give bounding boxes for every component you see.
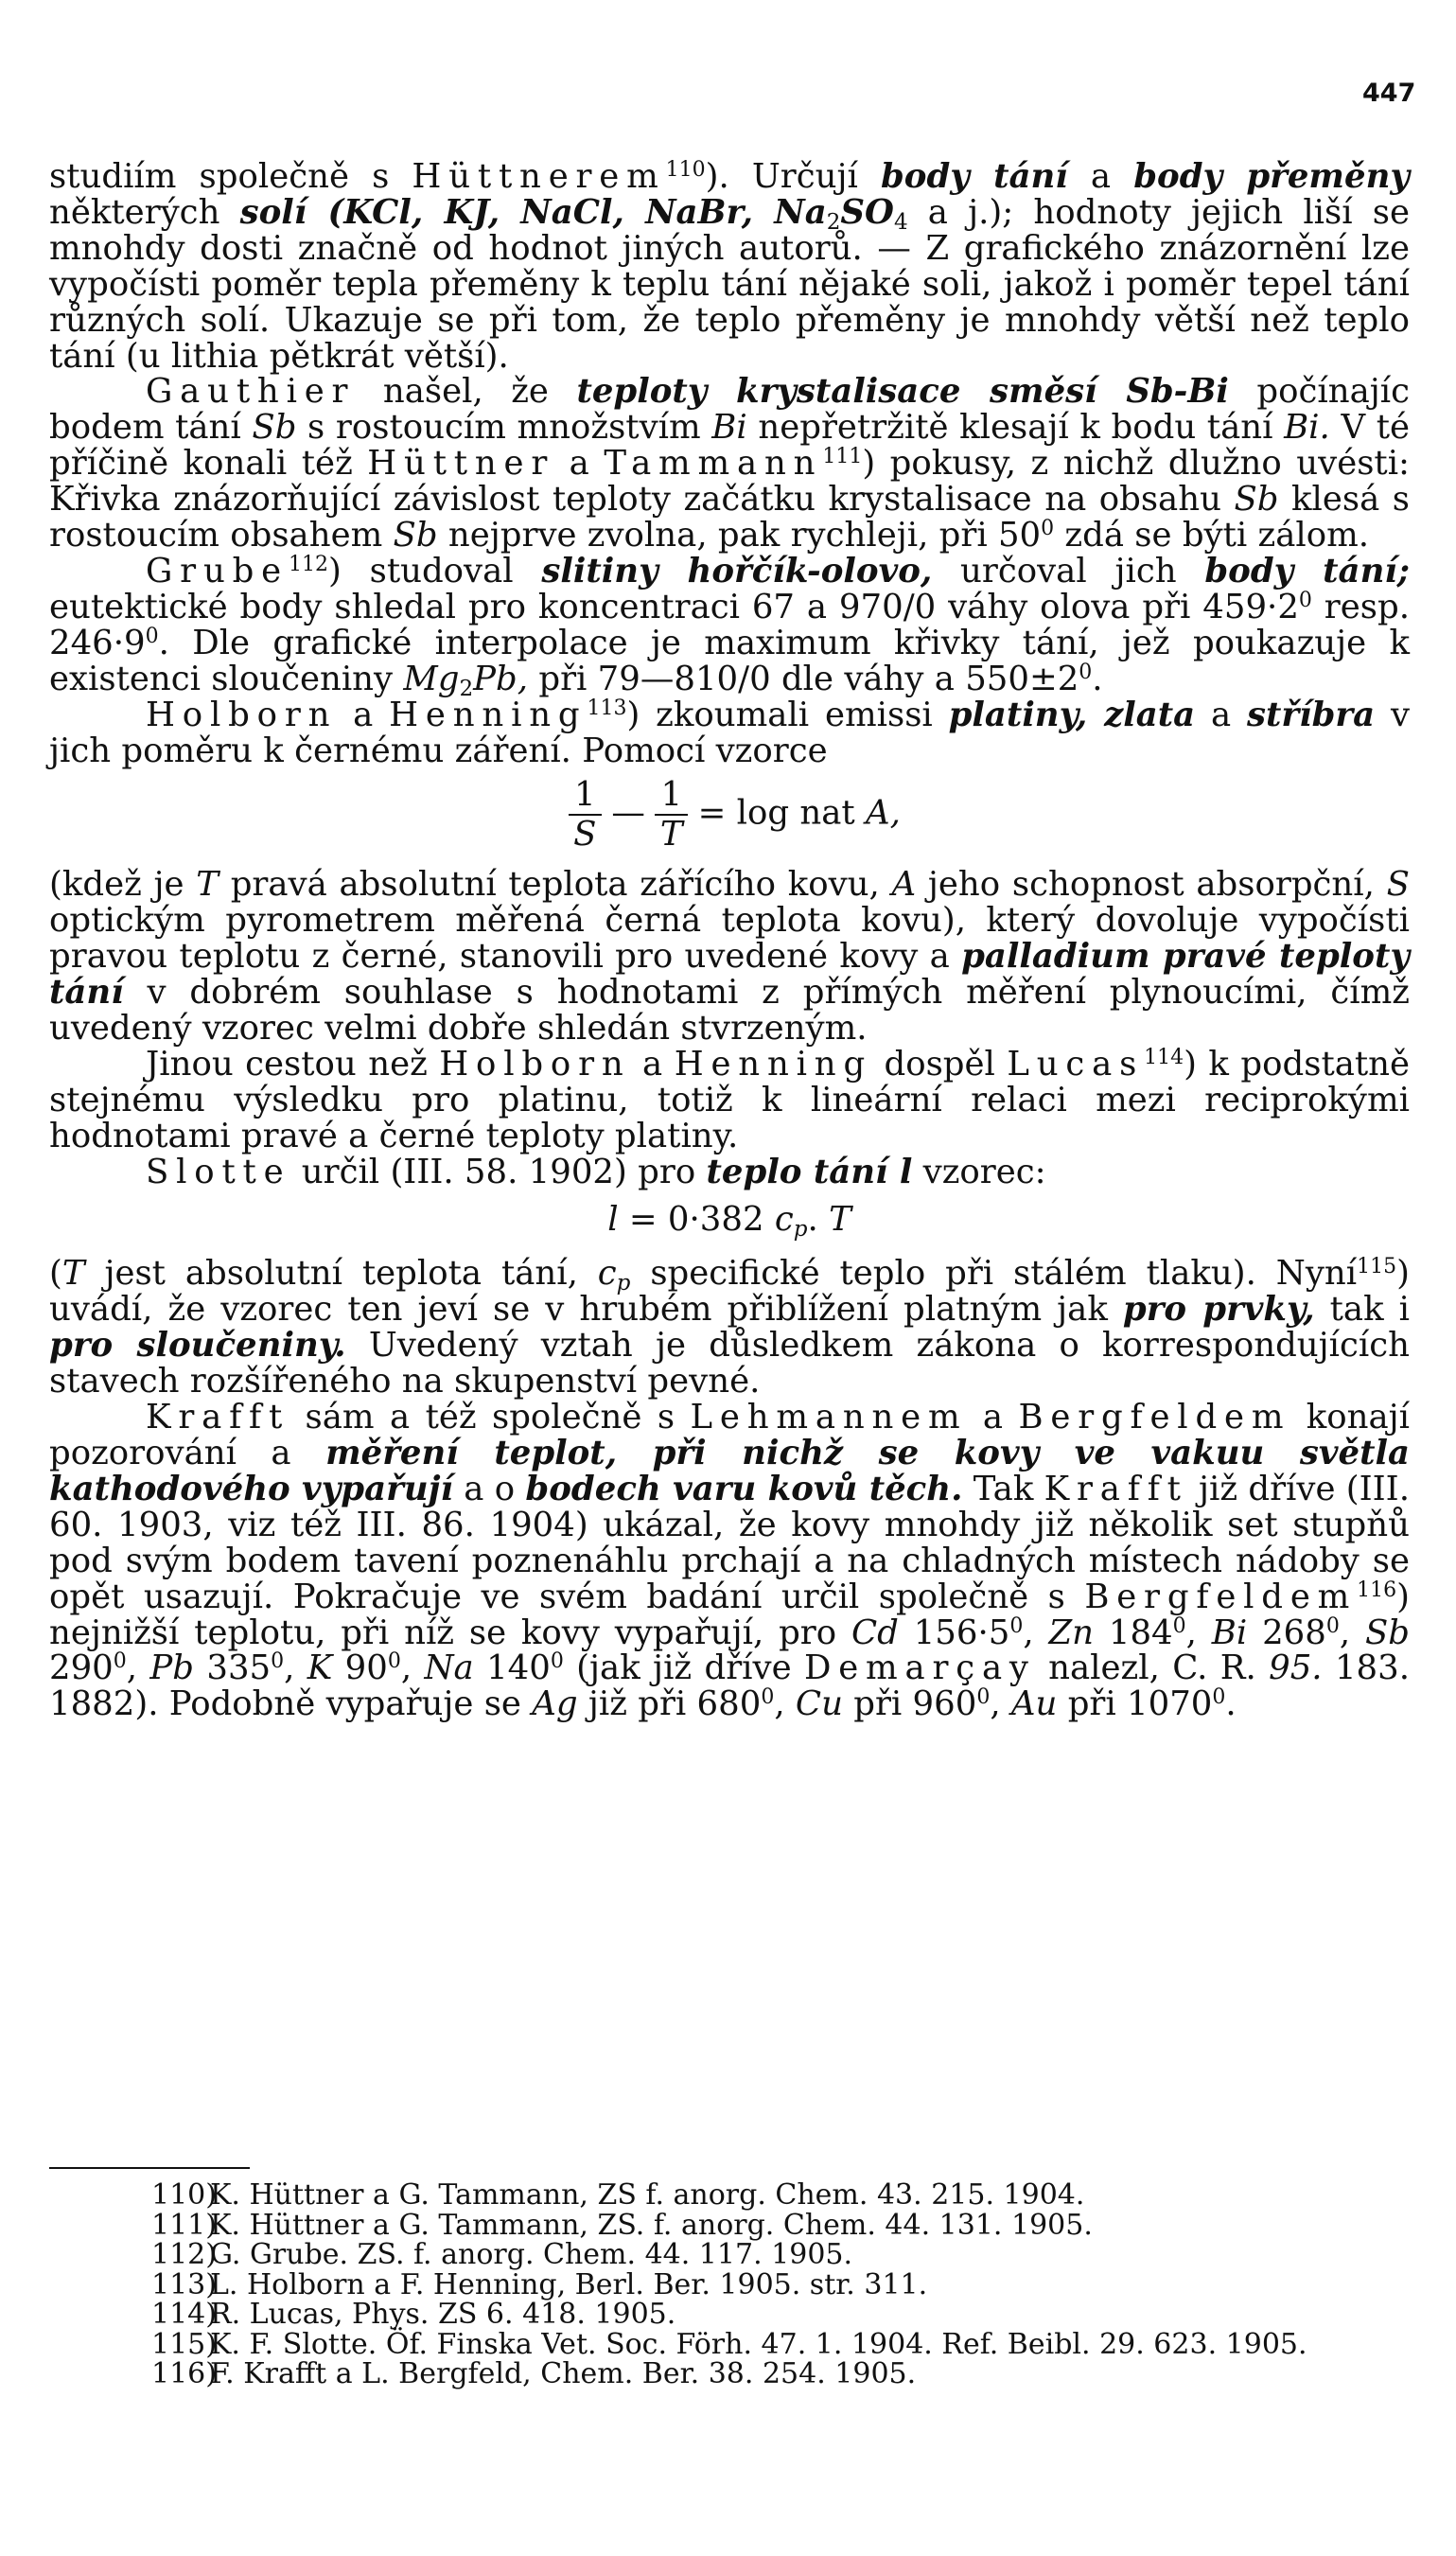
footnote-ref: 114	[1144, 1045, 1184, 1069]
comma: ,	[1339, 1613, 1365, 1652]
author-name: Tammann	[604, 444, 823, 484]
author-name: Grube	[146, 551, 289, 591]
author-name: Henning	[389, 695, 588, 734]
period: .	[1225, 1684, 1237, 1724]
footnote-number: 112)	[151, 2238, 217, 2271]
author-name: Gauthier	[146, 372, 356, 412]
text-run: Uvedený vztah je důsledkem zákona o korrespondujících stavech rozšířeného na skupenství pevné.	[49, 1326, 1410, 1401]
text-run: váhy olova při 459·2	[936, 587, 1299, 626]
author-name: Slotte	[146, 1152, 291, 1191]
text-run: studiím společně s	[49, 157, 412, 196]
text-run: tak i	[1314, 1290, 1411, 1330]
text-run: (jak již dříve	[563, 1648, 804, 1688]
page-number: 447	[1362, 79, 1416, 108]
degree: 0	[1009, 1613, 1024, 1638]
degree: 0	[550, 1649, 564, 1674]
text-run: určoval jich	[932, 551, 1205, 591]
text-run: 335	[194, 1648, 272, 1688]
symbol: T	[61, 1254, 85, 1294]
paragraph-4	[49, 697, 1410, 769]
footnote-number: 113)	[151, 2267, 217, 2301]
emphasis: solí (KCl, KJ, NaCl, NaBr, Na	[239, 192, 827, 232]
symbol: Sb	[1234, 480, 1279, 520]
text-run: pravá absolutní teplota zářícího kovu,	[218, 865, 892, 905]
author-name: Krafft	[1044, 1469, 1188, 1508]
text-run: při 79—81	[528, 659, 717, 698]
subscript: 4	[893, 209, 908, 235]
degree: 0	[271, 1649, 285, 1674]
comma: ,	[1023, 1613, 1049, 1652]
footnote-text: G. Grube. ZS. f. anorg. Chem. 44. 117. 1905.	[210, 2238, 853, 2271]
degree: 0	[113, 1649, 127, 1674]
paragraph-8	[49, 1256, 1410, 1400]
comma: ,	[126, 1648, 150, 1688]
author-name: Holborn	[439, 1044, 631, 1084]
emphasis: pro prvky,	[1122, 1290, 1315, 1330]
text-run: V té příčině konali též	[49, 408, 1410, 484]
footnote-text: R. Lucas, Phys. ZS 6. 418. 1905.	[210, 2298, 676, 2331]
subscript: p	[616, 1271, 631, 1296]
numerator: 1	[655, 776, 688, 816]
text-run: sám a též společně s	[289, 1398, 691, 1437]
footnote-number: 116)	[151, 2357, 217, 2390]
comma: ,	[400, 1648, 425, 1688]
emphasis: body tání	[880, 157, 1068, 196]
percent-sign: 0/0	[882, 587, 937, 626]
symbol: Au	[1010, 1684, 1058, 1724]
text-run: a	[630, 1044, 675, 1084]
footnote-ref: 113	[587, 696, 627, 720]
text-run: ) uvádí, že vzorec ten jeví se v hrubém přiblížení platným jak	[49, 1254, 1410, 1330]
footnote-ref: 111	[822, 445, 863, 469]
text-run: a	[967, 1398, 1019, 1437]
text-run: 156·5	[898, 1613, 1010, 1652]
emphasis: pro sloučeniny.	[49, 1326, 346, 1366]
text-run: 90	[332, 1648, 388, 1688]
emphasis: body přeměny	[1133, 157, 1411, 196]
formula-rest: = log nat	[697, 793, 866, 833]
text-run: dle váhy a 550±2	[770, 659, 1079, 698]
footnote-rule	[49, 2167, 250, 2169]
text-run: 184	[1094, 1613, 1173, 1652]
fraction	[568, 776, 602, 854]
emphasis: stříbra	[1247, 695, 1376, 734]
author-name: Henning	[674, 1044, 872, 1084]
footnotes	[151, 2180, 1419, 2389]
text-run: Tak	[962, 1469, 1044, 1508]
percent-sign: 0/0	[716, 659, 771, 698]
paragraph-9	[49, 1400, 1410, 1722]
text-run: vzorec:	[912, 1152, 1046, 1191]
text-run: ) zkoumali emissi	[626, 695, 949, 734]
text-run: a	[554, 444, 605, 484]
text-run: již dříve (III. 60. 1903, viz též III. 86. 1904) ukázal, že kovy mnohdy již několik set stupňů pod svým bodem tavení poznenáhlu prchají a na chladných místech nádoby se opět usazují. Pokračuje ve svém badání určil společně s	[49, 1469, 1410, 1616]
author-name: Lucas	[1007, 1044, 1145, 1084]
symbol: A	[891, 865, 917, 905]
text-run: Jinou cestou než	[146, 1044, 440, 1084]
paragraph-2	[49, 374, 1410, 554]
footnote-text: K. Hüttner a G. Tammann, ZS. f. anorg. Chem. 44. 131. 1905.	[210, 2208, 1093, 2242]
fraction	[655, 776, 689, 854]
footnote-number: 115)	[151, 2327, 217, 2361]
symbol: A,	[865, 793, 901, 833]
formula-heat-of-fusion	[49, 1199, 1410, 1242]
text-run: počínajíc bodem tání	[49, 372, 1411, 448]
symbol: Bi.	[1284, 408, 1330, 448]
footnote	[151, 2240, 1419, 2270]
symbol: Cd	[851, 1613, 899, 1652]
paragraph-6	[49, 1044, 1411, 1155]
text-run: 140	[473, 1648, 551, 1688]
symbol: Sb	[1364, 1613, 1411, 1652]
text-run: ). Určují	[705, 157, 881, 196]
symbol: 95.	[1269, 1648, 1323, 1688]
text-run: a	[337, 695, 390, 734]
footnote-ref: 116	[1357, 1578, 1397, 1602]
footnote-ref: 110	[665, 157, 706, 182]
author-name: Hüttner	[367, 444, 555, 484]
text-run: 290	[49, 1648, 114, 1688]
footnote-text: L. Holborn a F. Henning, Berl. Ber. 1905. str. 311.	[210, 2267, 928, 2301]
emphasis: slitiny hořčík-olovo,	[541, 551, 933, 591]
author-name: Demarçay	[803, 1648, 1036, 1688]
footnote	[151, 2359, 1419, 2389]
degree: 0	[145, 624, 159, 648]
author-name: Bergfeldem	[1018, 1398, 1291, 1437]
comma: ,	[774, 1684, 796, 1724]
text-run: specifické teplo při stálém tlaku). Nyní	[630, 1254, 1358, 1294]
symbol: T	[829, 1199, 851, 1239]
author-name: Bergfeldem	[1084, 1577, 1358, 1616]
comma: ,	[1185, 1613, 1212, 1652]
author-name: Krafft	[146, 1398, 290, 1437]
text-run: 268	[1247, 1613, 1326, 1652]
text-run: a o	[452, 1469, 526, 1508]
text-run: při 1070	[1057, 1684, 1213, 1724]
comma: ,	[284, 1648, 307, 1688]
symbol: Cu	[795, 1684, 843, 1724]
numerator: 1	[569, 776, 602, 816]
degree: 0	[1212, 1685, 1226, 1710]
paragraph-1	[49, 159, 1410, 374]
minus-sign: —	[611, 793, 645, 833]
degree: 0	[387, 1649, 401, 1674]
degree: 0	[1298, 588, 1312, 612]
paragraph-5	[49, 867, 1410, 1047]
symbol: Pb	[149, 1648, 195, 1688]
text-run: zdá se býti zálom.	[1054, 516, 1370, 555]
symbol: Na	[424, 1648, 474, 1688]
symbol: c	[597, 1254, 617, 1294]
text-run: nejprve zvolna, pak rychleji, při 50	[437, 516, 1042, 555]
footnote-text: K. Hüttner a G. Tammann, ZS f. anorg. Chem. 43. 215. 1904.	[210, 2178, 1085, 2212]
text-run: a	[1067, 157, 1134, 196]
degree: 0	[1041, 516, 1055, 540]
text-run: našel, že	[355, 372, 577, 412]
formula-text: = 0·382	[618, 1199, 775, 1239]
text-run: ) studoval	[327, 551, 542, 591]
symbol: Bi	[711, 408, 747, 448]
degree: 0	[1079, 660, 1093, 684]
comma: ,	[990, 1684, 1011, 1724]
emphasis: SO	[840, 192, 894, 232]
text-run: (kdež je	[49, 865, 197, 905]
formula-radiation	[49, 776, 1410, 854]
footnote	[151, 2180, 1419, 2211]
text-run: ) nejnižší teplotu, při níž se kovy vypařují, pro	[49, 1577, 1410, 1652]
author-name: Hüttnerem	[412, 157, 666, 196]
footnote	[151, 2300, 1419, 2330]
footnote-ref: 112	[288, 552, 328, 576]
footnote-text: K. F. Slotte. Öf. Finska Vet. Soc. Förh. 47. 1. 1904. Ref. Beibl. 29. 623. 1905.	[210, 2327, 1307, 2361]
symbol: Sb	[393, 516, 438, 555]
text-run: v jich poměru k černému záření. Pomocí vzorce	[49, 695, 1411, 770]
text-run: jeho schopnost absorpční,	[916, 865, 1387, 905]
text-run: . Dle grafické interpolace je maximum křivky tání, jež poukazuje k existenci sloučeniny	[49, 623, 1410, 698]
text-run: a j.); hodnoty jejich liší se mnohdy dosti značně od hodnot jiných autorů. — Z grafického znázornění lze vypočísti poměr tepla přeměny k teplu tání nějaké soli, jakož i poměr tepel tání různých solí. Ukazuje se při tom, že teplo přeměny je mnohdy větší než teplo tání (u lithia pětkrát větší).	[49, 192, 1410, 376]
footnote-number: 110)	[151, 2178, 217, 2212]
emphasis: body tání;	[1204, 551, 1410, 591]
text-run: 183. 1882). Podobně vypařuje se	[49, 1648, 1410, 1724]
footnote-ref: 115	[1357, 1255, 1397, 1279]
degree: 0	[761, 1685, 775, 1710]
text-run: (	[49, 1254, 62, 1294]
symbol: Ag	[532, 1684, 578, 1724]
emphasis: platiny, zlata	[948, 695, 1196, 734]
text-run: dospěl	[872, 1044, 1008, 1084]
footnote-number: 111)	[151, 2208, 217, 2242]
text-run: s rostoucím množstvím	[296, 408, 712, 448]
text-run: .	[1092, 659, 1103, 698]
text-run: již při 680	[577, 1684, 762, 1724]
subscript: 2	[826, 209, 841, 235]
text-run: ) pokusy, z nichž dlužno uvésti: Křivka znázorňující závislost teploty začátku krystalisace na obsahu	[49, 444, 1411, 520]
emphasis: bodech varu kovů těch.	[525, 1469, 963, 1508]
text-run: nepřetržitě klesají k bodu tání	[746, 408, 1285, 448]
text-run: v dobrém souhlase s hodnotami z přímých měření plynoucími, čímž uvedený vzorec velmi dobře shledán stvrzeným.	[49, 973, 1410, 1049]
text-run: klesá s rostoucím obsahem	[49, 480, 1410, 555]
author-name: Lehmannem	[690, 1398, 968, 1437]
text-run: a	[1195, 695, 1248, 734]
footnote	[151, 2267, 1419, 2301]
emphasis: měření teplot, při nichž se kovy ve vakuu světla kathodového vypařují	[49, 1434, 1410, 1508]
symbol: Bi	[1211, 1613, 1248, 1652]
text-run: některých	[49, 192, 240, 232]
text-run: konají pozorování a	[49, 1398, 1411, 1472]
degree: 0	[1325, 1613, 1340, 1638]
denominator: T	[659, 815, 683, 855]
symbol: T	[196, 865, 219, 905]
text-run: eutektické body shledal pro koncentraci 67 a 97	[49, 587, 883, 626]
degree: 0	[1172, 1613, 1186, 1638]
footnote-number: 114)	[151, 2298, 217, 2331]
text-run: jest absolutní teplota tání,	[84, 1254, 598, 1294]
symbol: l	[607, 1199, 619, 1239]
degree: 0	[976, 1685, 991, 1710]
symbol: Mg	[403, 659, 460, 698]
text-run: při 960	[842, 1684, 977, 1724]
text-run: resp. 246·9	[49, 587, 1410, 662]
symbol: c	[774, 1199, 794, 1239]
symbol: Zn	[1048, 1613, 1095, 1652]
symbol: S	[1386, 865, 1410, 905]
symbol: K	[307, 1648, 333, 1688]
text-run: určil (III. 58. 1902) pro	[290, 1152, 707, 1191]
paragraph-3	[49, 551, 1410, 701]
paragraph-7	[49, 1152, 1410, 1191]
symbol: Sb	[252, 408, 297, 448]
author-name: Holborn	[146, 695, 338, 734]
emphasis: palladium pravé teploty tání	[49, 937, 1410, 1013]
denominator: S	[573, 815, 597, 855]
footnote	[151, 2327, 1419, 2361]
footnote	[151, 2208, 1419, 2242]
footnote-text: F. Krafft a L. Bergfeld, Chem. Ber. 38. 254. 1905.	[210, 2357, 917, 2390]
formula-text: .	[807, 1199, 830, 1239]
emphasis: teploty krystalisace směsí Sb-Bi	[576, 372, 1229, 412]
text-run: ) k podstatně stejnému výsledku pro platinu, totiž k lineární relaci mezi reciprokými hodnotami pravé a černé teploty platiny.	[49, 1044, 1411, 1155]
subscript: 2	[459, 676, 474, 701]
text-run: nalezl, C. R.	[1035, 1648, 1270, 1688]
symbol: Pb,	[473, 659, 529, 698]
emphasis: teplo tání l	[706, 1152, 913, 1191]
main-text	[49, 159, 1410, 1722]
text-run: optickým pyrometrem měřená černá teplota kovu), který dovoluje vypočísti pravou teplotu z černé, stanovili pro uvedené kovy a	[49, 901, 1410, 977]
subscript: p	[793, 1216, 808, 1242]
